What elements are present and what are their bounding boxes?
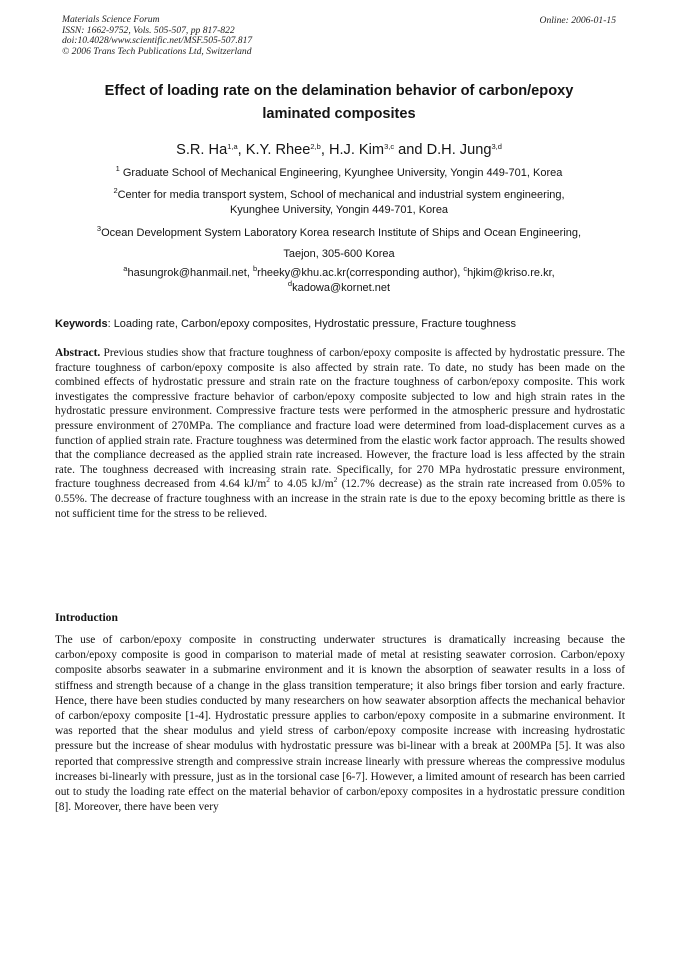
affiliation-text: Taejon, 305-600 Korea — [283, 248, 395, 260]
author-name: D.H. Jung — [426, 142, 492, 158]
affiliation-superscript: 1 — [115, 164, 120, 173]
affiliation-superscript: 2 — [113, 186, 118, 195]
online-date: Online: 2006-01-15 — [539, 15, 616, 26]
affiliation-text: Center for media transport system, School of mechanical and industrial system engineering, — [117, 189, 565, 201]
journal-name: Materials Science Forum — [62, 14, 160, 25]
author-separator: and — [394, 142, 427, 158]
copyright-line: © 2006 Trans Tech Publications Ltd, Switzerland — [62, 45, 252, 57]
email-superscript: c — [463, 264, 468, 273]
email-superscript: b — [252, 264, 258, 273]
abstract-text: Previous studies show that fracture toughness of carbon/epoxy composite is affected by hydrostatic pressure. The fracture toughness of carbon/epoxy composite is also affected by strain rate. To date, no study has been made on the combined effects of hydrostatic pressure and strain rate on the fracture toughness of carbon/epoxy composite. This work investigates the compressive fracture behavior of carbon/epoxy composite subjected to low and high strain rates in the hydrostatic pressure environment. Compressive fracture tests were performed in the atmospheric pressure and hydrostatic pressure environment of 270MPa. The compliance and fracture load were determined from load-displacement curves as a function of applied strain rate. Fracture toughness was determined from the elastic work factor approach. The results showed that the compliance decreased as the applied strain rate increased. However, the fracture load is less affected by the strain rate. The toughness decreased with increasing strain rate. Specifically, for 270 MPa hydrostatic pressure environment, fracture toughness decreased from 4.64 kJ/m — [55, 347, 625, 491]
email-link[interactable]: hjkim@kriso.re.kr, — [467, 267, 555, 279]
abstract-label: Abstract. — [55, 347, 101, 359]
title-line-2: laminated composites — [262, 106, 416, 122]
affiliation-text: Graduate School of Mechanical Engineering, Kyunghee University, Yongin 449-701, Korea — [119, 167, 563, 179]
author-superscript: 3,d — [491, 142, 502, 151]
author-list — [40, 142, 638, 158]
affiliation-text: Ocean Development System Laboratory Korea research Institute of Ships and Ocean Engineering, — [101, 227, 582, 239]
affiliation-text: Kyunghee University, Yongin 449-701, Korea — [229, 204, 449, 216]
introduction-heading: Introduction — [55, 611, 118, 624]
author-separator: , — [237, 142, 246, 158]
introduction-paragraph: The use of carbon/epoxy composite in constructing underwater structures is dramatically increasing because the carbon/epoxy composite is good in comparison to material made of metal at resisting seawater corrosion. Carbon/epoxy composite absorbs seawater in a submarine environment and it is known the absorption of seawater results in a loss of stiffness and strength because of a change in the glass transition temperature; it also brings fiber torsion and early fracture. Hence, there have been studies conducted by many researchers on how seawater absorption affects the mechanical behavior of carbon/epoxy composite [1-4]. Hydrostatic pressure applies to carbon/epoxy composite in a submarine environment. It was reported that the shear modulus and yield stress of carbon/epoxy composite increase with increasing hydrostatic pressure but the increase of shear modulus with hydrostatic pressure was bi-linear with a break at 200MPa [5]. It was also reported that compressive strength and compressive strain increase linearly with pressure whereas the compressive modulus increases bi-linearly with pressure, just as in the torsional case [6-7]. However, a limited amount of research has been carried out to study the loading rate effect on the material behavior of carbon/epoxy composites in a hydrostatic pressure condition [8]. Moreover, there have been very — [55, 634, 625, 814]
paper-title — [40, 80, 638, 126]
affiliation-superscript: 3 — [96, 224, 102, 233]
author-name: K.Y. Rhee — [245, 142, 311, 158]
email-list — [40, 266, 638, 296]
keywords-text: : Loading rate, Carbon/epoxy composites, Hydrostatic pressure, Fracture toughness — [107, 318, 517, 330]
author-superscript: 3,c — [384, 142, 395, 151]
doi-line: doi:10.4028/www.scientific.net/MSF.505-507.817 — [62, 35, 253, 47]
unit-superscript: 2 — [333, 475, 338, 485]
email-link[interactable]: kadowa@kornet.net — [292, 282, 391, 294]
email-link[interactable]: rheeky@khu.ac.kr(corresponding author), — [257, 267, 464, 279]
affiliation-1 — [40, 166, 638, 181]
journal-header — [62, 15, 252, 57]
author-separator: , — [320, 142, 329, 158]
author-name: S.R. Ha — [176, 142, 228, 158]
author-superscript: 2,b — [310, 142, 321, 151]
affiliation-3 — [40, 223, 638, 265]
affiliation-2 — [40, 188, 638, 218]
title-line-1: Effect of loading rate on the delamination behavior of carbon/epoxy — [104, 83, 574, 99]
author-name: H.J. Kim — [328, 142, 385, 158]
email-link[interactable]: hasungrok@hanmail.net, — [127, 267, 253, 279]
author-superscript: 1,a — [227, 142, 238, 151]
abstract-text: to 4.05 kJ/m — [269, 478, 334, 491]
email-superscript: a — [123, 264, 128, 273]
unit-superscript: 2 — [266, 475, 270, 485]
keywords-line — [55, 318, 625, 330]
abstract-text: (12.7% decrease) as the strain rate increased from 0.05% to 0.55%. The decrease of fracture toughness with an increase in the strain rate is due to the epoxy becoming brittle as there is not sufficient time for the stress to be relieved. — [55, 478, 625, 520]
issn-line: ISSN: 1662-9752, Vols. 505-507, pp 817-822 — [62, 24, 235, 36]
abstract-paragraph — [55, 346, 625, 521]
email-superscript: d — [287, 279, 293, 288]
keywords-label: Keywords — [55, 318, 108, 330]
